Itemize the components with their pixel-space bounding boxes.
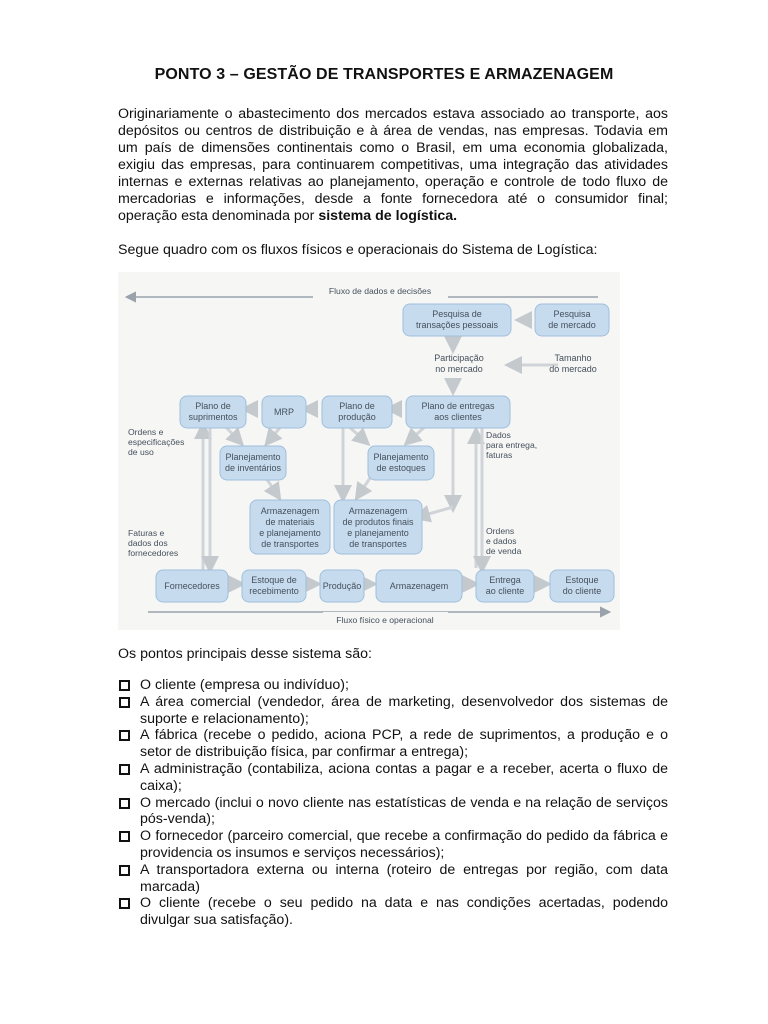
svg-text:Pesquisa de: Pesquisa de bbox=[432, 309, 482, 319]
svg-text:recebimento: recebimento bbox=[249, 586, 299, 596]
svg-text:de materiais: de materiais bbox=[265, 517, 315, 527]
bottom-flow-label: Fluxo físico e operacional bbox=[336, 615, 434, 625]
svg-text:de venda: de venda bbox=[486, 546, 522, 556]
svg-text:Plano de entregas: Plano de entregas bbox=[421, 401, 495, 411]
svg-text:faturas: faturas bbox=[486, 450, 513, 460]
svg-text:do cliente: do cliente bbox=[562, 586, 602, 596]
node-planejamento-inventarios bbox=[220, 446, 286, 480]
svg-text:e dados: e dados bbox=[486, 536, 517, 546]
checkbox-square-icon bbox=[119, 764, 130, 775]
page-title: PONTO 3 – GESTÃO DE TRANSPORTES E ARMAZENAGEM bbox=[154, 66, 614, 83]
checkbox-square-icon bbox=[119, 680, 130, 691]
checkbox-square-icon bbox=[119, 898, 130, 909]
svg-text:de transportes: de transportes bbox=[349, 539, 407, 549]
intro-text: Originariamente o abastecimento dos mercados estava associado ao transporte, aos depósitos ou centros de distribuição e à área de vendas, nas empresas. Todavia em um país de dimensões continentais como o Brasil, em uma economia globalizada, exigiu das empresas, para continuarem competitivas, uma integração das atividades internas e externas relativas ao planejamento, operação e controle de todo fluxo de mercadorias e informações, desde a fonte fornecedora até o consumidor final; operação esta denominada por bbox=[118, 106, 668, 224]
svg-text:de mercado: de mercado bbox=[548, 320, 596, 330]
svg-text:fornecedores: fornecedores bbox=[128, 548, 179, 558]
list-item: A transportadora externa ou interna (roteiro de entregas por região, com data marcada) bbox=[118, 862, 668, 896]
svg-text:Entrega: Entrega bbox=[489, 575, 521, 585]
node-armazenagem-materiais bbox=[250, 500, 330, 554]
list-item: O fornecedor (parceiro comercial, que recebe a confirmação do pedido da fábrica e providencia os insumos e serviços necessários); bbox=[118, 828, 668, 862]
svg-text:para entrega,: para entrega, bbox=[486, 440, 538, 450]
node-armazenagem-produtos bbox=[334, 500, 422, 554]
svg-text:suprimentos: suprimentos bbox=[188, 412, 238, 422]
intro-paragraph bbox=[118, 106, 668, 225]
svg-text:Participação: Participação bbox=[434, 353, 484, 363]
logistics-flow-diagram bbox=[118, 272, 620, 630]
svg-text:Estoque de: Estoque de bbox=[251, 575, 297, 585]
svg-text:Planejamento: Planejamento bbox=[225, 452, 281, 462]
svg-text:Armazenagem: Armazenagem bbox=[260, 506, 320, 516]
svg-text:especificações: especificações bbox=[128, 437, 185, 447]
svg-text:de inventários: de inventários bbox=[224, 463, 282, 473]
node-pesquisa-mercado bbox=[535, 304, 609, 336]
node-participacao bbox=[434, 353, 484, 374]
node-plano-producao bbox=[322, 396, 392, 428]
svg-text:Faturas e: Faturas e bbox=[128, 528, 165, 538]
checkbox-square-icon bbox=[119, 831, 130, 842]
svg-text:Pesquisa: Pesquisa bbox=[553, 309, 591, 319]
node-pesquisa-transacoes bbox=[403, 304, 511, 336]
diagram-intro: Segue quadro com os fluxos físicos e operacionais do Sistema de Logística: bbox=[118, 242, 598, 258]
checkbox-square-icon bbox=[119, 697, 130, 708]
list-item: A área comercial (vendedor, área de marketing, desenvolvedor dos sistemas de suporte e relacionamento); bbox=[118, 694, 668, 728]
svg-text:Plano de: Plano de bbox=[195, 401, 231, 411]
node-plano-entregas bbox=[406, 396, 510, 428]
svg-text:dados dos: dados dos bbox=[128, 538, 168, 548]
svg-text:de transportes: de transportes bbox=[261, 539, 319, 549]
node-mrp bbox=[262, 396, 306, 428]
points-intro: Os pontos principais desse sistema são: bbox=[118, 646, 372, 662]
svg-text:de estoques: de estoques bbox=[376, 463, 426, 473]
svg-text:e planejamento: e planejamento bbox=[259, 528, 321, 538]
svg-text:Armazenagem: Armazenagem bbox=[389, 581, 449, 591]
node-planejamento-estoques bbox=[368, 446, 434, 480]
svg-text:do mercado: do mercado bbox=[549, 364, 597, 374]
svg-text:ao cliente: ao cliente bbox=[485, 586, 525, 596]
svg-text:produção: produção bbox=[338, 412, 376, 422]
intro-bold-term: sistema de logística. bbox=[318, 208, 458, 224]
list-item: O mercado (inclui o novo cliente nas estatísticas de venda e na relação de serviços pós-venda); bbox=[118, 795, 668, 829]
list-item: A administração (contabiliza, aciona contas a pagar e a receber, acerta o fluxo de caixa); bbox=[118, 761, 668, 795]
svg-text:Ordens e: Ordens e bbox=[128, 427, 164, 437]
node-estoque-cliente bbox=[550, 570, 614, 602]
list-item: O cliente (recebe o seu pedido na data e nas condições acertadas, podendo divulgar sua satisfação). bbox=[118, 895, 668, 929]
node-producao bbox=[320, 570, 364, 602]
svg-text:Plano de: Plano de bbox=[339, 401, 375, 411]
checkbox-square-icon bbox=[119, 798, 130, 809]
svg-text:Planejamento: Planejamento bbox=[373, 452, 429, 462]
points-list bbox=[118, 677, 668, 929]
node-entrega-cliente bbox=[476, 570, 534, 602]
svg-text:Produção: Produção bbox=[322, 581, 362, 591]
node-tamanho bbox=[549, 353, 597, 374]
svg-text:MRP: MRP bbox=[274, 407, 294, 417]
node-plano-suprimentos bbox=[180, 396, 246, 428]
svg-text:no mercado: no mercado bbox=[435, 364, 483, 374]
svg-text:de produtos finais: de produtos finais bbox=[342, 517, 414, 527]
checkbox-square-icon bbox=[119, 730, 130, 741]
list-item: A fábrica (recebe o pedido, aciona PCP, a rede de suprimentos, a produção e o setor de distribuição física, par confirmar a entrega); bbox=[118, 727, 668, 761]
svg-text:Estoque: Estoque bbox=[565, 575, 599, 585]
checkbox-square-icon bbox=[119, 865, 130, 876]
top-flow-label: Fluxo de dados e decisões bbox=[328, 286, 432, 296]
node-fornecedores bbox=[156, 570, 228, 602]
list-item: O cliente (empresa ou indivíduo); bbox=[118, 677, 668, 694]
svg-text:e planejamento: e planejamento bbox=[347, 528, 409, 538]
svg-text:Armazenagem: Armazenagem bbox=[348, 506, 408, 516]
svg-text:Tamanho: Tamanho bbox=[554, 353, 592, 363]
svg-text:transações pessoais: transações pessoais bbox=[415, 320, 499, 330]
svg-text:aos clientes: aos clientes bbox=[434, 412, 482, 422]
svg-text:Dados: Dados bbox=[486, 430, 511, 440]
node-estoque-recebimento bbox=[242, 570, 306, 602]
node-armazenagem bbox=[376, 570, 462, 602]
svg-text:Fornecedores: Fornecedores bbox=[164, 581, 220, 591]
svg-text:de uso: de uso bbox=[128, 447, 154, 457]
svg-text:Ordens: Ordens bbox=[486, 526, 515, 536]
